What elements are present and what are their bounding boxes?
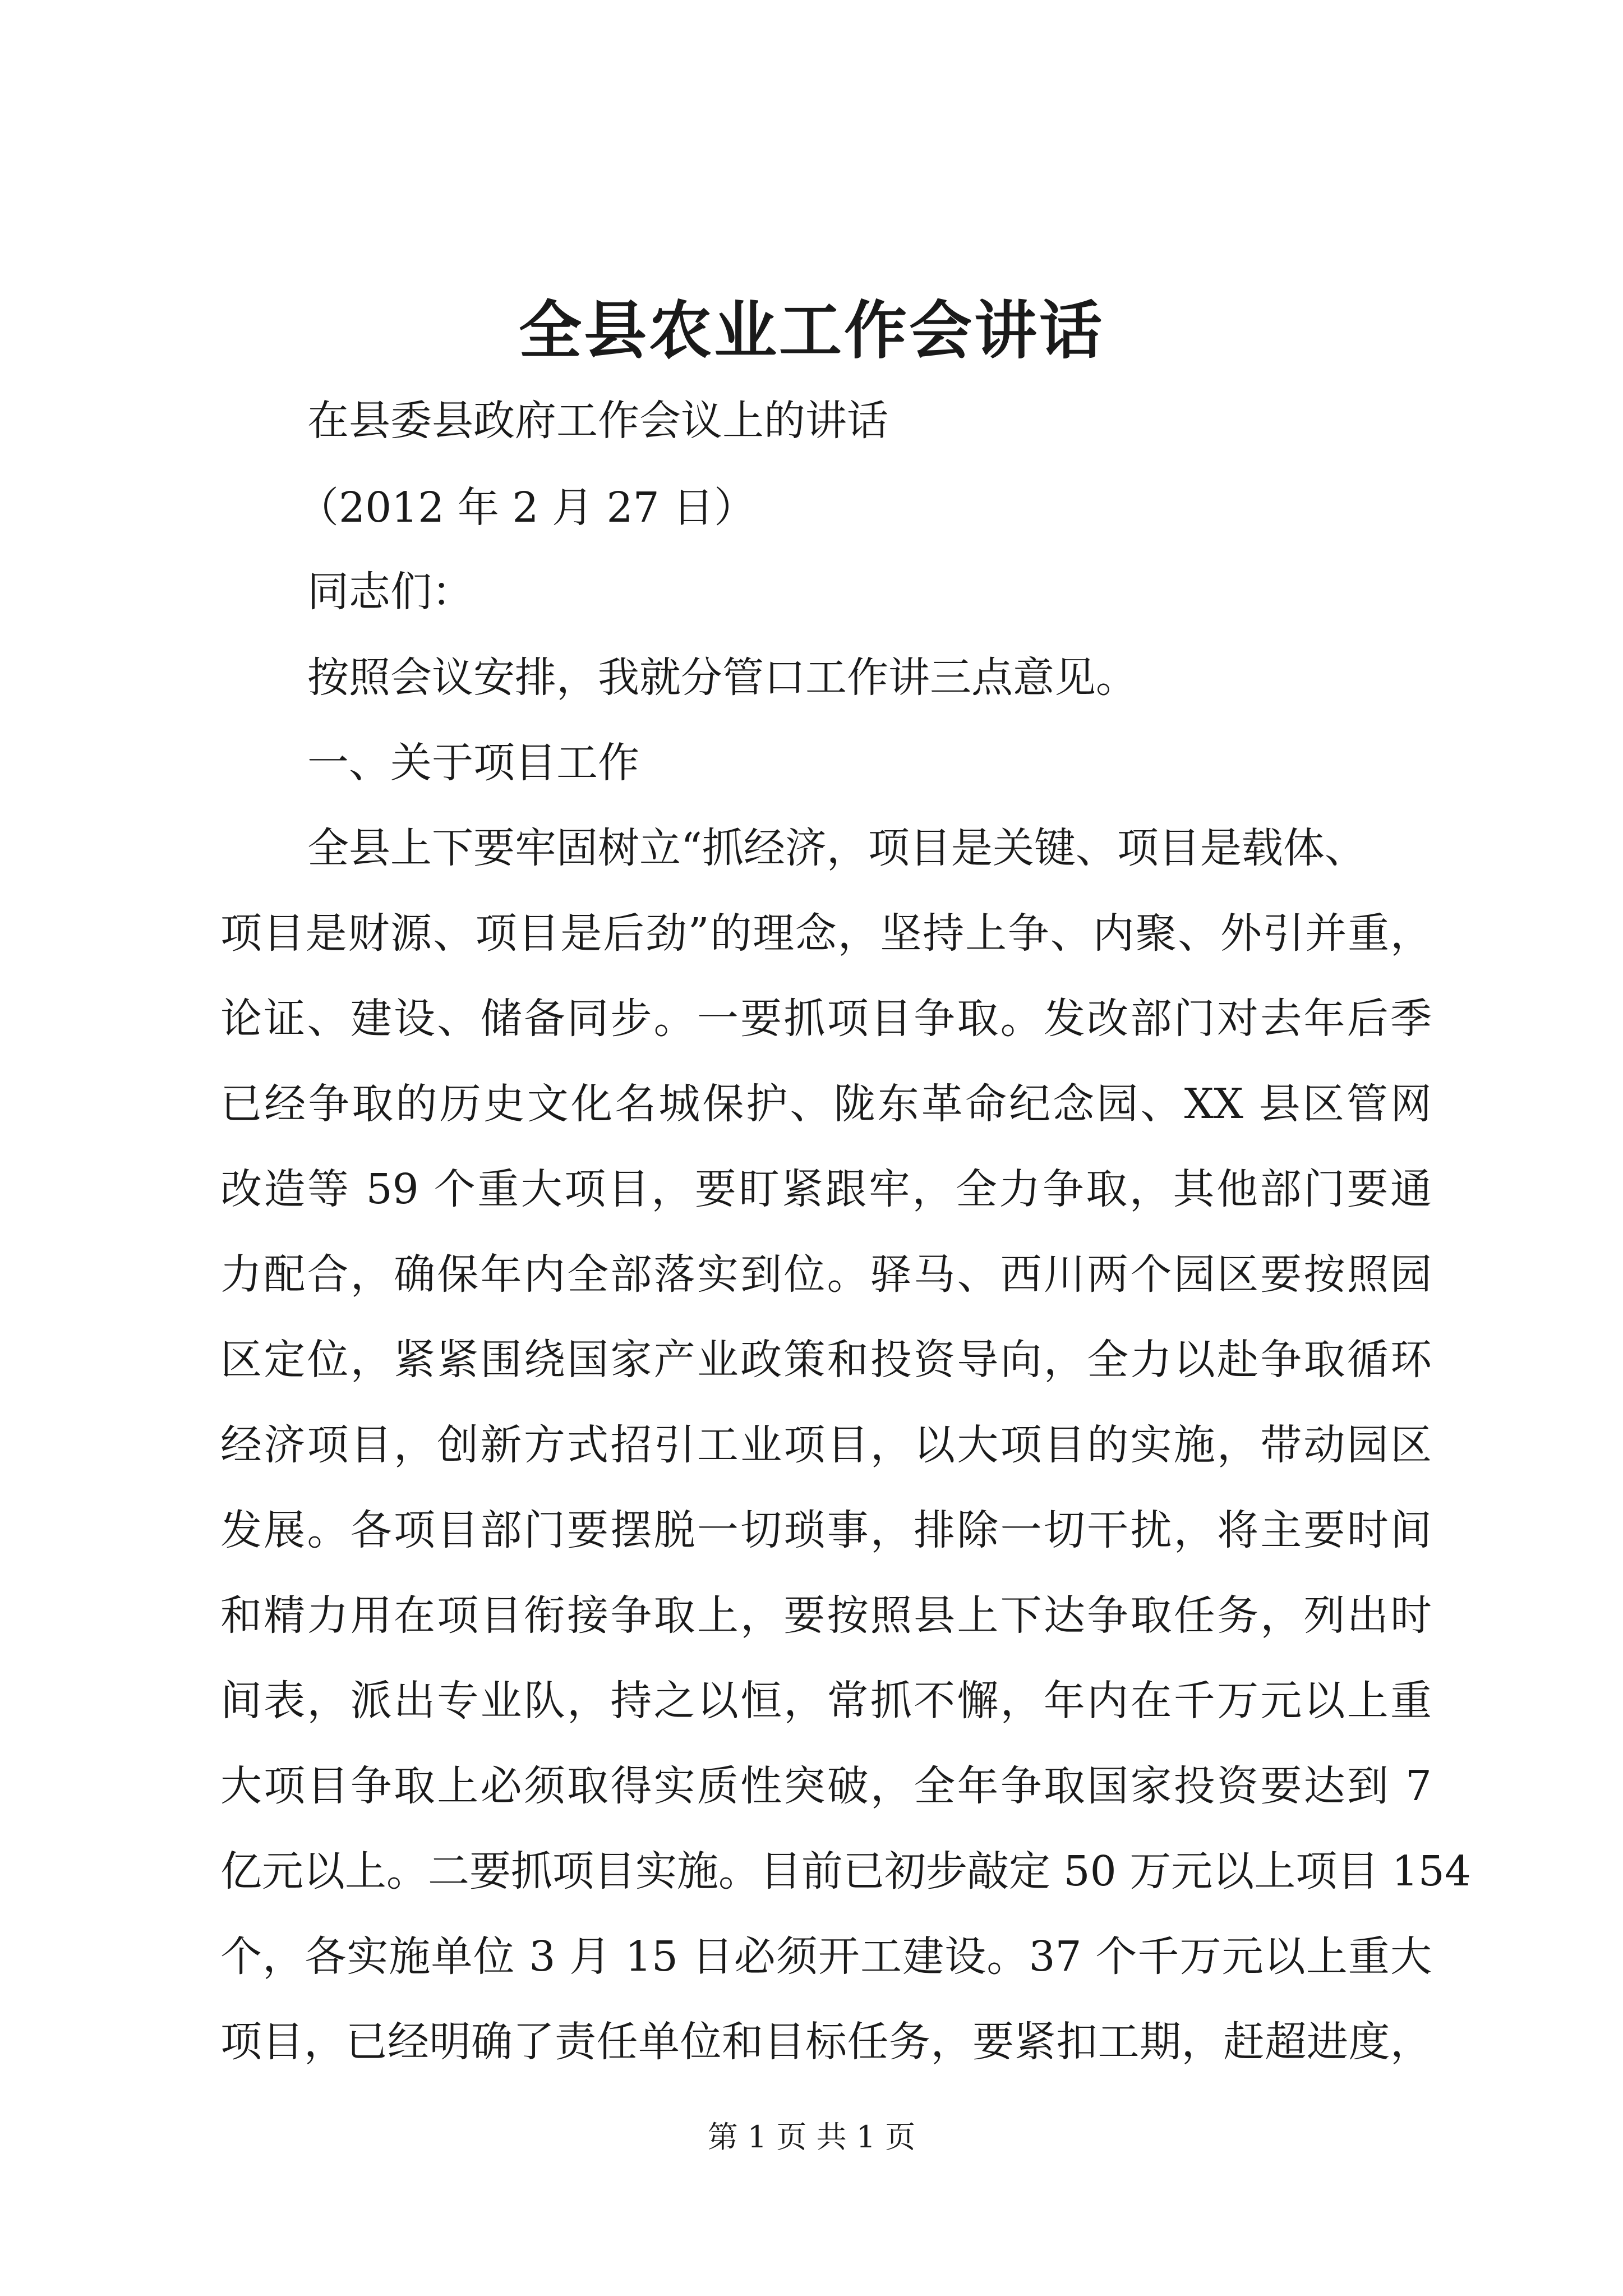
paragraph-line: 发展。各项目部门要摆脱一切琐事，排除一切干扰，将主要时间 <box>220 1506 1432 1554</box>
paragraph-line: 间表，派出专业队，持之以恒，常抓不懈，年内在千万元以上重 <box>220 1677 1432 1725</box>
speech-subtitle: 在县委县政府工作会议上的讲话 <box>307 397 888 445</box>
paragraph-line: 个，各实施单位 3 月 15 日必须开工建设。37 个千万元以上重大 <box>220 1932 1432 1981</box>
paragraph-line: 和精力用在项目衔接争取上，要按照县上下达争取任务，列出时 <box>220 1591 1432 1640</box>
paragraph-line: 力配合，确保年内全部落实到位。驿马、西川两个园区要按照园 <box>220 1250 1432 1299</box>
paragraph-line: 区定位，紧紧围绕国家产业政策和投资导向，全力以赴争取循环 <box>220 1336 1432 1384</box>
paragraph-line: 改造等 59 个重大项目，要盯紧跟牢，全力争取，其他部门要通 <box>220 1165 1432 1213</box>
paragraph-line: 大项目争取上必须取得实质性突破，全年争取国家投资要达到 7 <box>220 1762 1432 1810</box>
section-heading: 一、关于项目工作 <box>307 739 639 787</box>
paragraph-line: 亿元以上。二要抓项目实施。目前已初步敲定 50 万元以上项目 154 <box>220 1847 1471 1895</box>
paragraph-line: 经济项目，创新方式招引工业项目，以大项目的实施，带动园区 <box>220 1421 1432 1469</box>
intro-paragraph: 按照会议安排，我就分管口工作讲三点意见。 <box>307 654 1137 702</box>
paragraph-line: 全县上下要牢固树立“抓经济，项目是关键、项目是载体、 <box>307 824 1366 872</box>
salutation: 同志们： <box>307 568 473 616</box>
paragraph-line: 项目是财源、项目是后劲”的理念，坚持上争、内聚、外引并重， <box>220 909 1432 958</box>
document-title: 全县农业工作会讲话 <box>519 294 1104 367</box>
paragraph-line: 论证、建设、储备同步。一要抓项目争取。发改部门对去年后季 <box>220 995 1432 1043</box>
speech-date: （2012 年 2 月 27 日） <box>297 484 756 532</box>
paragraph-line: 项目，已经明确了责任单位和目标任务，要紧扣工期，赶超进度， <box>220 2018 1432 2066</box>
paragraph-line: 已经争取的历史文化名城保护、陇东革命纪念园、XX 县区管网 <box>220 1080 1432 1128</box>
page-footer: 第 1 页 共 1 页 <box>707 2119 916 2155</box>
